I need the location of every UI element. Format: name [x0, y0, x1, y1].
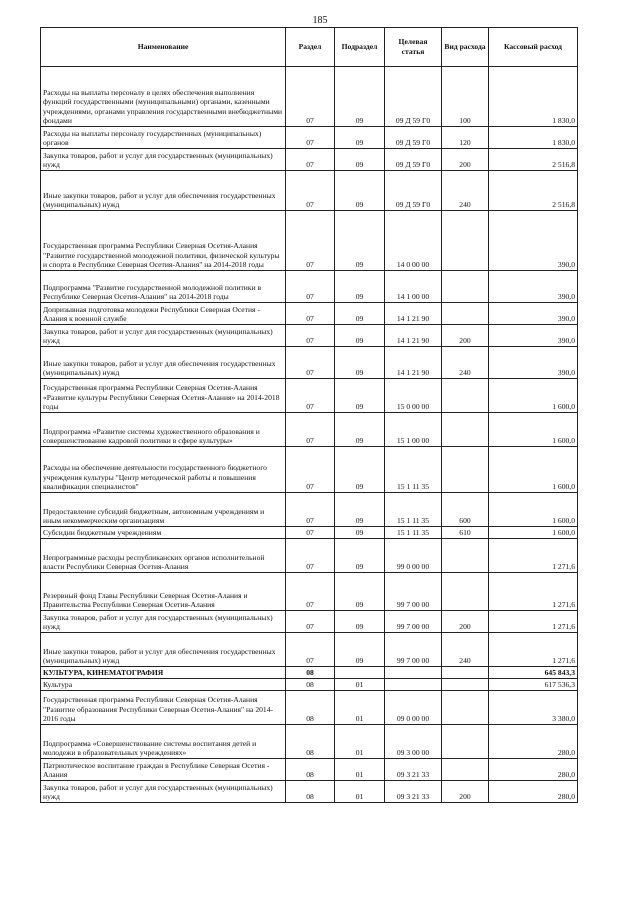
table-row — [41, 271, 578, 303]
cell-amount: 1 271,6 — [489, 633, 578, 667]
cell-name: Иные закупки товаров, работ и услуг для обеспечения государственных (муниципальных) нужд — [41, 171, 286, 211]
cell-razdel: 07 — [286, 573, 335, 611]
cell-amount: 390,0 — [489, 325, 578, 347]
cell-statya: 14 1 21 90 — [385, 347, 442, 379]
cell-amount: 3 380,0 — [489, 691, 578, 725]
cell-amount: 645 843,3 — [489, 667, 578, 679]
cell-statya — [385, 667, 442, 679]
cell-razdel: 07 — [286, 527, 335, 539]
table-row — [41, 691, 578, 725]
cell-razdel: 08 — [286, 667, 335, 679]
cell-amount: 390,0 — [489, 303, 578, 325]
cell-podrazdel: 09 — [335, 379, 385, 413]
cell-podrazdel: 09 — [335, 271, 385, 303]
cell-amount: 1 600,0 — [489, 413, 578, 447]
cell-name: Культура — [41, 679, 286, 691]
table-row — [41, 211, 578, 271]
cell-amount: 1 830,0 — [489, 67, 578, 127]
cell-vid: 200 — [442, 149, 489, 171]
cell-amount: 617 536,3 — [489, 679, 578, 691]
cell-statya — [385, 679, 442, 691]
cell-razdel: 07 — [286, 303, 335, 325]
cell-vid — [442, 271, 489, 303]
table-row — [41, 379, 578, 413]
cell-podrazdel: 01 — [335, 759, 385, 781]
cell-statya: 09 0 00 00 — [385, 691, 442, 725]
cell-podrazdel: 09 — [335, 67, 385, 127]
cell-vid — [442, 211, 489, 271]
table-row — [41, 667, 578, 679]
cell-statya: 14 0 00 00 — [385, 211, 442, 271]
cell-podrazdel: 09 — [335, 347, 385, 379]
table-row — [41, 447, 578, 493]
table-row — [41, 149, 578, 171]
cell-vid: 200 — [442, 781, 489, 803]
table-row — [41, 413, 578, 447]
cell-amount: 280,0 — [489, 759, 578, 781]
cell-amount: 1 600,0 — [489, 493, 578, 527]
cell-name: Патриотическое воспитание граждан в Республике Северная Осетия - Алания — [41, 759, 286, 781]
cell-statya: 09 3 00 00 — [385, 725, 442, 759]
cell-vid: 120 — [442, 127, 489, 149]
cell-statya: 99 7 00 00 — [385, 573, 442, 611]
table-row — [41, 67, 578, 127]
cell-name: Государственная программа Республики Северная Осетия-Алания «Развитие культуры Республики Северная Осетия-Алания» на 2014-2018 годы — [41, 379, 286, 413]
table-row — [41, 347, 578, 379]
table-row — [41, 527, 578, 539]
cell-statya: 99 0 00 00 — [385, 539, 442, 573]
table-row — [41, 325, 578, 347]
table-row — [41, 127, 578, 149]
cell-name: Закупка товаров, работ и услуг для государственных (муниципальных) нужд — [41, 149, 286, 171]
cell-name: Допризывная подготовка молодежи Республики Северная Осетия - Алания к военной службе — [41, 303, 286, 325]
cell-amount: 280,0 — [489, 725, 578, 759]
cell-razdel: 07 — [286, 325, 335, 347]
cell-podrazdel: 01 — [335, 725, 385, 759]
cell-statya: 99 7 00 00 — [385, 633, 442, 667]
cell-razdel: 07 — [286, 67, 335, 127]
cell-statya: 15 1 11 35 — [385, 527, 442, 539]
cell-statya: 09 3 21 33 — [385, 759, 442, 781]
cell-razdel: 07 — [286, 127, 335, 149]
cell-amount: 2 516,8 — [489, 171, 578, 211]
cell-podrazdel — [335, 667, 385, 679]
cell-razdel: 07 — [286, 149, 335, 171]
header-razdel: Раздел — [286, 28, 335, 67]
table-row — [41, 171, 578, 211]
table-row — [41, 679, 578, 691]
cell-razdel: 07 — [286, 493, 335, 527]
cell-amount: 280,0 — [489, 781, 578, 803]
cell-razdel: 07 — [286, 413, 335, 447]
cell-podrazdel: 09 — [335, 149, 385, 171]
cell-razdel: 07 — [286, 379, 335, 413]
cell-podrazdel: 09 — [335, 611, 385, 633]
cell-vid: 200 — [442, 325, 489, 347]
cell-name: Государственная программа Республики Северная Осетия-Алания "Развитие образования Республики Северная Осетия-Алания" на 2014-2016 годы — [41, 691, 286, 725]
table-row — [41, 539, 578, 573]
cell-razdel: 07 — [286, 611, 335, 633]
cell-name: КУЛЬТУРА, КИНЕМАТОГРАФИЯ — [41, 667, 286, 679]
cell-razdel: 07 — [286, 447, 335, 493]
cell-name: Иные закупки товаров, работ и услуг для обеспечения государственных (муниципальных) нужд — [41, 347, 286, 379]
cell-podrazdel: 09 — [335, 211, 385, 271]
cell-name: Расходы на обеспечение деятельности государственного бюджетного учреждения культуры "Центр методической работы и повышения квалификации специалистов" — [41, 447, 286, 493]
table-row — [41, 633, 578, 667]
cell-vid — [442, 539, 489, 573]
cell-name: Расходы на выплаты персоналу государственных (муниципальных) органов — [41, 127, 286, 149]
cell-razdel: 07 — [286, 633, 335, 667]
cell-name: Подпрограмма "Развитие государственной молодежной политики в Республике Северная Осетия-Алания" на 2014-2018 годы — [41, 271, 286, 303]
cell-statya: 09 Д 59 Г0 — [385, 127, 442, 149]
cell-vid: 240 — [442, 633, 489, 667]
cell-name: Иные закупки товаров, работ и услуг для обеспечения государственных (муниципальных) нужд — [41, 633, 286, 667]
cell-statya: 09 Д 59 Г0 — [385, 171, 442, 211]
cell-statya: 99 7 00 00 — [385, 611, 442, 633]
cell-razdel: 08 — [286, 759, 335, 781]
header-podrazdel: Подраздел — [335, 28, 385, 67]
cell-vid — [442, 679, 489, 691]
cell-podrazdel: 09 — [335, 527, 385, 539]
cell-vid — [442, 725, 489, 759]
cell-razdel: 08 — [286, 679, 335, 691]
header-amount: Кассовый расход — [489, 28, 578, 67]
cell-statya: 09 Д 59 Г0 — [385, 67, 442, 127]
cell-vid — [442, 379, 489, 413]
cell-razdel: 07 — [286, 539, 335, 573]
table-row — [41, 303, 578, 325]
cell-amount: 1 600,0 — [489, 527, 578, 539]
cell-statya: 14 1 00 00 — [385, 271, 442, 303]
cell-vid: 200 — [442, 611, 489, 633]
cell-amount: 390,0 — [489, 211, 578, 271]
cell-name: Подпрограмма «Совершенствование системы воспитания детей и молодежи в образовательных учреждениях» — [41, 725, 286, 759]
cell-statya: 15 1 00 00 — [385, 413, 442, 447]
cell-vid — [442, 303, 489, 325]
cell-razdel: 07 — [286, 171, 335, 211]
cell-statya: 14 1 21 90 — [385, 303, 442, 325]
cell-vid — [442, 667, 489, 679]
table-row — [41, 781, 578, 803]
cell-podrazdel: 09 — [335, 303, 385, 325]
cell-podrazdel: 09 — [335, 413, 385, 447]
cell-statya: 09 Д 59 Г0 — [385, 149, 442, 171]
table-row — [41, 493, 578, 527]
cell-vid: 610 — [442, 527, 489, 539]
cell-amount: 1 830,0 — [489, 127, 578, 149]
cell-podrazdel: 01 — [335, 679, 385, 691]
cell-razdel: 07 — [286, 347, 335, 379]
cell-amount: 390,0 — [489, 271, 578, 303]
cell-podrazdel: 09 — [335, 493, 385, 527]
cell-statya: 15 1 11 35 — [385, 493, 442, 527]
cell-name: Государственная программа Республики Северная Осетия-Алания "Развитие государственной молодежной политики, физической культуры и спорта в Республике Северная Осетия-Алания" на 2014-2018 годы — [41, 211, 286, 271]
cell-name: Субсидии бюджетным учреждениям — [41, 527, 286, 539]
cell-name: Непрограммные расходы республиканских органов исполнительной власти Республики Северная Осетия-Алания — [41, 539, 286, 573]
cell-razdel: 07 — [286, 271, 335, 303]
cell-amount: 1 600,0 — [489, 447, 578, 493]
cell-name: Закупка товаров, работ и услуг для государственных (муниципальных) нужд — [41, 611, 286, 633]
cell-vid: 100 — [442, 67, 489, 127]
table-header-row — [41, 28, 578, 67]
cell-podrazdel: 09 — [335, 127, 385, 149]
cell-name: Закупка товаров, работ и услуг для государственных (муниципальных) нужд — [41, 781, 286, 803]
cell-vid — [442, 759, 489, 781]
header-vid: Вид расхода — [442, 28, 489, 67]
cell-vid — [442, 691, 489, 725]
cell-podrazdel: 09 — [335, 573, 385, 611]
header-statya: Целевая статья — [385, 28, 442, 67]
cell-amount: 1 271,6 — [489, 573, 578, 611]
cell-amount: 1 271,6 — [489, 611, 578, 633]
table-row — [41, 611, 578, 633]
cell-podrazdel: 09 — [335, 447, 385, 493]
cell-name: Резервный фонд Главы Республики Северная Осетия-Алания и Правительства Республики Северная Осетия-Алания — [41, 573, 286, 611]
cell-razdel: 08 — [286, 781, 335, 803]
cell-statya: 15 0 00 00 — [385, 379, 442, 413]
table-row — [41, 759, 578, 781]
cell-podrazdel: 09 — [335, 325, 385, 347]
cell-podrazdel: 09 — [335, 539, 385, 573]
cell-name: Закупка товаров, работ и услуг для государственных (муниципальных) нужд — [41, 325, 286, 347]
cell-amount: 2 516,8 — [489, 149, 578, 171]
table-row — [41, 573, 578, 611]
cell-vid: 240 — [442, 347, 489, 379]
cell-razdel: 08 — [286, 691, 335, 725]
cell-vid — [442, 447, 489, 493]
cell-vid — [442, 573, 489, 611]
cell-vid: 600 — [442, 493, 489, 527]
cell-podrazdel: 01 — [335, 781, 385, 803]
cell-amount: 1 600,0 — [489, 379, 578, 413]
table-row — [41, 725, 578, 759]
cell-name: Подпрограмма «Развитие системы художественного образования и совершенствование кадровой политики в сфере культуры» — [41, 413, 286, 447]
cell-statya: 09 3 21 33 — [385, 781, 442, 803]
budget-table — [40, 27, 578, 803]
cell-statya: 15 1 11 35 — [385, 447, 442, 493]
cell-podrazdel: 09 — [335, 171, 385, 211]
cell-vid — [442, 413, 489, 447]
page-number: 185 — [312, 15, 328, 26]
header-name: Наименование — [41, 28, 286, 67]
cell-amount: 1 271,6 — [489, 539, 578, 573]
cell-razdel: 07 — [286, 211, 335, 271]
cell-podrazdel: 01 — [335, 691, 385, 725]
cell-name: Предоставление субсидий бюджетным, автономным учреждениям и иным некоммерческим организациям — [41, 493, 286, 527]
cell-amount: 390,0 — [489, 347, 578, 379]
cell-vid: 240 — [442, 171, 489, 211]
cell-statya: 14 1 21 90 — [385, 325, 442, 347]
cell-podrazdel: 09 — [335, 633, 385, 667]
cell-razdel: 08 — [286, 725, 335, 759]
cell-name: Расходы на выплаты персоналу в целях обеспечения выполнения функций государственными (муниципальными) органами, казенными учреждениями, органами управления государственными внебюджетными фондами — [41, 67, 286, 127]
